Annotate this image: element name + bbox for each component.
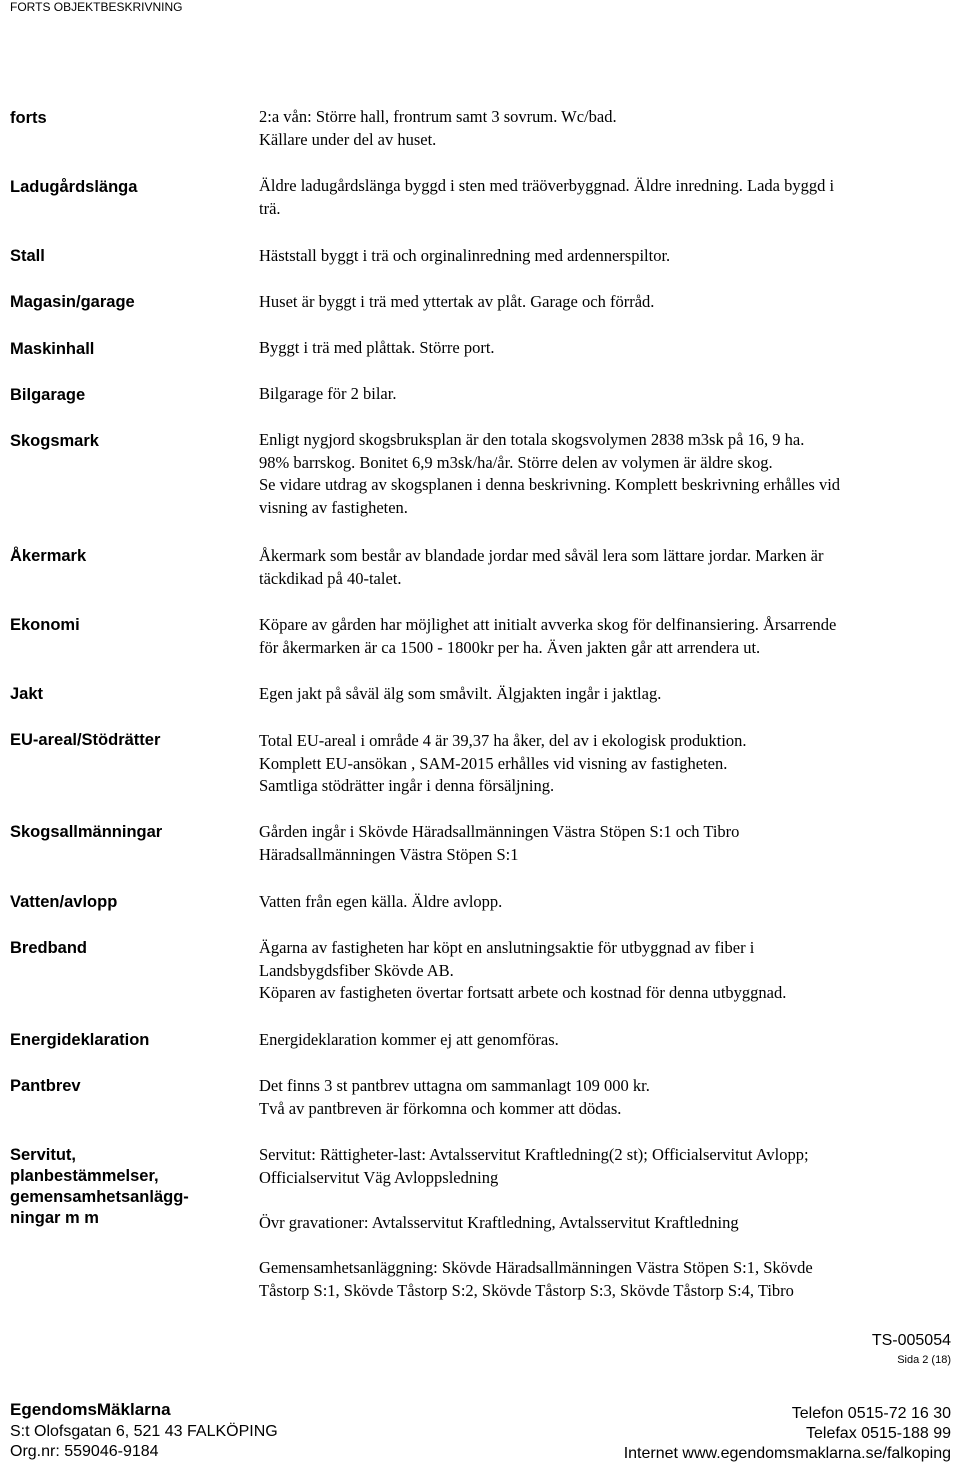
text-line: Officialservitut Väg Avloppsledning [259,1167,499,1187]
footer-internet: Internet www.egendomsmaklarna.se/falkoping [623,1445,951,1462]
label-servitut-line: Servitut, [10,1146,77,1164]
label-bilgarage: Bilgarage [10,386,86,404]
text-line: Komplett EU-ansökan , SAM-2015 erhålles vid visning av fastigheten. [259,753,728,773]
label-skogsallmanningar: Skogsallmänningar [10,823,163,841]
text-energideklaration [259,1029,954,1052]
text-line: Köparen av fastigheten övertar fortsatt arbete och kostnad för denna utbyggnad. [259,983,787,1002]
text-line: trä. [259,198,281,218]
footer-telefax: Telefax 0515-188 99 [806,1425,951,1442]
text-line: Källare under del av huset. [259,129,437,149]
object-code: TS-005054 [871,1332,951,1349]
footer-orgnr: Org.nr: 559046-9184 [10,1443,159,1460]
text-line: Vatten från egen källa. Äldre avlopp. [259,892,503,911]
text-line: Landsbygdsfiber Skövde AB. [259,960,454,980]
document-header: FORTS OBJEKTBESKRIVNING [10,0,183,14]
text-line: 98% barrskog. Bonitet 6,9 m3sk/ha/år. Större delen av volymen är äldre skog. [259,452,773,472]
text-ekonomi [259,614,954,659]
text-line: Tåstorp S:1, Skövde Tåstorp S:2, Skövde Tåstorp S:3, Skövde Tåstorp S:4, Tibro [259,1280,794,1300]
text-line: Total EU-areal i område 4 är 39,37 ha åker, del av i ekologisk produktion. [259,731,747,750]
label-servitut-line: ningar m m [10,1209,99,1227]
label-stall: Stall [10,247,45,265]
label-pantbrev: Pantbrev [10,1077,81,1095]
text-line: Se vidare utdrag av skogsplanen i denna beskrivning. Komplett beskrivning erhålles vid [259,475,841,494]
text-line: Servitut: Rättigheter-last: Avtalsservitut Kraftledning(2 st); Officialservitut Avlopp; [259,1145,809,1164]
text-line: Det finns 3 st pantbrev uttagna om sammanlagt 109 000 kr. [259,1076,650,1095]
text-skogsmark [259,429,954,519]
label-energideklaration: Energideklaration [10,1031,150,1049]
text-line: Gemensamhetsanläggning: Skövde Häradsallmänningen Västra Stöpen S:1, Skövde [259,1258,813,1277]
text-line: Ägarna av fastigheten har köpt en anslutningsaktie för utbyggnad av fiber i [259,938,755,957]
text-bredband [259,937,954,1005]
text-line: Häradsallmänningen Västra Stöpen S:1 [259,844,519,864]
text-pantbrev [259,1075,954,1120]
label-jakt: Jakt [10,685,44,703]
text-line: visning av fastigheten. [259,497,408,517]
text-line: Övr gravationer: Avtalsservitut Kraftledning, Avtalsservitut Kraftledning [259,1213,739,1232]
label-ekonomi: Ekonomi [10,616,80,634]
text-line: Gården ingår i Skövde Häradsallmänningen Västra Stöpen S:1 och Tibro [259,822,740,841]
text-line: Äldre ladugårdslänga byggd i sten med träöverbyggnad. Äldre inredning. Lada byggd i [259,176,835,195]
text-line: Häststall byggt i trä och orginalinredning med ardennerspiltor. [259,246,671,265]
text-bilgarage [259,383,954,406]
label-akermark: Åkermark [10,547,87,565]
label-forts: forts [10,109,47,127]
footer-address: S:t Olofsgatan 6, 521 43 FALKÖPING [10,1423,278,1440]
label-servitut-line: planbestämmelser, [10,1167,159,1185]
text-akermark [259,545,954,590]
text-skogsallmanningar [259,821,954,866]
label-skogsmark: Skogsmark [10,432,99,450]
text-line: Huset är byggt i trä med yttertak av plåt. Garage och förråd. [259,292,655,311]
text-line: Egen jakt på såväl älg som småvilt. Älgjakten ingår i jaktlag. [259,684,662,703]
text-line: 2:a vån: Större hall, frontrum samt 3 sovrum. Wc/bad. [259,107,617,126]
page-number: Sida 2 (18) [897,1354,951,1366]
footer-company: EgendomsMäklarna [10,1400,171,1419]
text-line: Köpare av gården har möjlighet att initialt avverka skog för delfinansiering. Årsarrende [259,615,837,634]
label-eu-areal: EU-areal/Stödrätter [10,731,161,749]
text-line: Åkermark som består av blandade jordar med såväl lera som lättare jordar. Marken är [259,546,824,565]
label-magasin-garage: Magasin/garage [10,293,135,311]
text-line: täckdikad på 40-talet. [259,568,402,588]
text-vatten-avlopp [259,891,954,914]
label-vatten-avlopp: Vatten/avlopp [10,893,118,911]
text-line: Två av pantbreven är förkomna och kommer att dödas. [259,1098,622,1118]
text-stall [259,245,954,268]
text-forts [259,106,954,151]
label-servitut [10,1145,240,1229]
text-line: Byggt i trä med plåttak. Större port. [259,338,495,357]
label-ladugardslanga: Ladugårdslänga [10,178,138,196]
text-magasin-garage [259,291,954,314]
label-maskinhall: Maskinhall [10,340,95,358]
text-line: Enligt nygjord skogsbruksplan är den totala skogsvolymen 2838 m3sk på 16, 9 ha. [259,430,805,449]
footer-telefon: Telefon 0515-72 16 30 [791,1405,951,1422]
text-eu-areal [259,730,954,798]
text-line: Bilgarage för 2 bilar. [259,384,397,403]
text-maskinhall [259,337,954,360]
text-gemensamhetsanlaggning [259,1257,954,1302]
label-bredband: Bredband [10,939,88,957]
text-line: för åkermarken är ca 1500 - 1800kr per ha. Även jakten går att arrendera ut. [259,637,761,657]
text-line: Energideklaration kommer ej att genomföras. [259,1030,559,1049]
text-servitut [259,1144,954,1189]
text-line: Samtliga stödrätter ingår i denna försäljning. [259,776,555,795]
text-ladugardslanga [259,175,954,220]
text-ovr-gravationer [259,1212,954,1235]
label-servitut-line: gemensamhetsanlägg- [10,1188,189,1206]
text-jakt [259,683,954,706]
